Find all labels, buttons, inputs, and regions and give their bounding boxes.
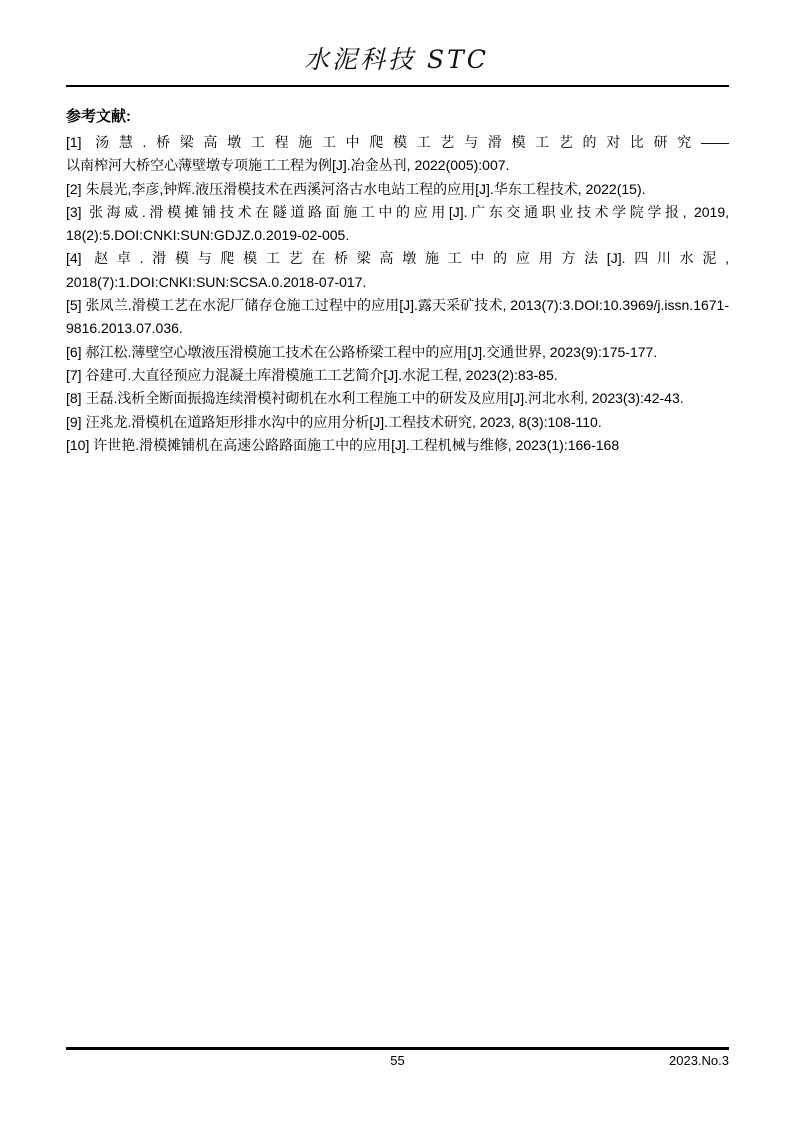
reference-item: [5] 张凤兰.滑模工艺在水泥厂储存仓施工过程中的应用[J].露天采矿技术, 2013(7):3.DOI:10.3969/j.issn.1671-9816.2013.07.036. [66,297,729,337]
references-section [66,107,729,457]
footer-row [66,1052,729,1069]
issue-number: 2023.No.3 [669,1053,729,1068]
reference-item: [7] 谷建可.大直径预应力混凝土库滑模施工工艺简介[J].水泥工程, 2023(2):83-85. [66,366,558,383]
references-list [66,131,729,457]
reference-item: [8] 王磊.浅析全断面振捣连续滑模衬砌机在水利工程施工中的研发及应用[J].河北水利, 2023(3):42-43. [66,390,684,407]
journal-title: 水泥科技 STC [304,45,489,74]
reference-item: [6] 郝江松.薄壁空心墩液压滑模施工技术在公路桥梁工程中的应用[J].交通世界, 2023(9):175-177. [66,343,658,360]
footer-divider [66,1047,729,1050]
reference-item: [1] 汤慧.桥梁高墩工程施工中爬模工艺与滑模工艺的对比研究——以南榨河大桥空心薄壁墩专项施工工程为例[J].冶金丛刊, 2022(005):007. [66,134,729,174]
references-heading: 参考文献: [66,108,131,125]
page-footer [66,1047,729,1069]
reference-item: [10] 许世艳.滑模摊铺机在高速公路路面施工中的应用[J].工程机械与维修, 2023(1):166-168 [66,436,620,453]
page-header [0,0,793,87]
reference-item: [3] 张海威.滑模摊铺技术在隧道路面施工中的应用[J].广东交通职业技术学院学报, 2019, 18(2):5.DOI:CNKI:SUN:GDJZ.0.2019-02-005. [66,203,729,244]
reference-item: [2] 朱晨光,李彦,钟辉.液压滑模技术在西溪河洛古水电站工程的应用[J].华东工程技术, 2022(15). [66,180,646,197]
reference-item: [9] 汪兆龙.滑模机在道路矩形排水沟中的应用分析[J].工程技术研究, 2023, 8(3):108-110. [66,413,602,430]
header-divider [66,85,729,87]
page-number: 55 [390,1053,405,1068]
reference-item: [4] 赵卓.滑模与爬模工艺在桥梁高墩施工中的应用方法[J].四川水泥, 2018(7):1.DOI:CNKI:SUN:SCSA.0.2018-07-017. [66,250,729,290]
